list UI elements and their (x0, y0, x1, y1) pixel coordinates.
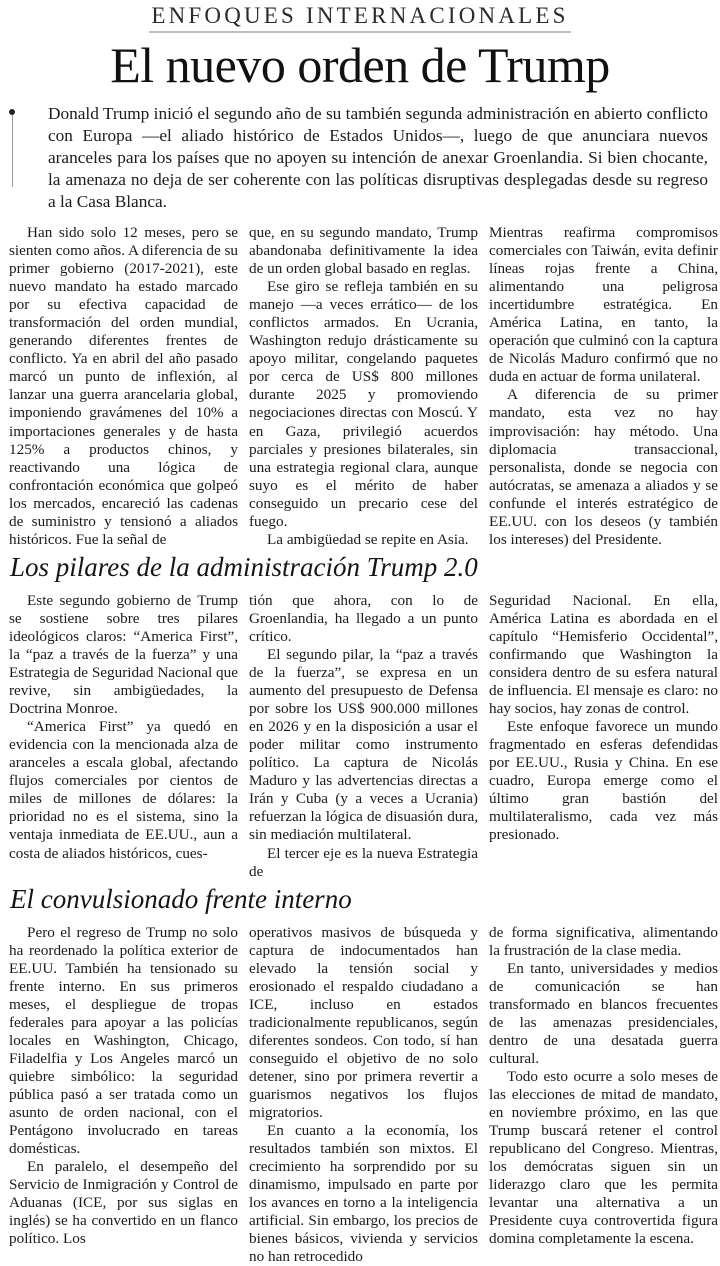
paragraph: El tercer eje es la nueva Estrategia de (249, 844, 478, 880)
lead-bullet-icon (9, 109, 15, 115)
paragraph: Mientras reafirma compromisos comerciales con Taiwán, evita definir líneas rojas frente a China, alimentando una peligrosa incertidumbre estratégica. En América Latina, en tanto, la operación que culminó con la captura de Nicolás Maduro confirmó que no duda en actuar de forma unilateral. (489, 224, 718, 386)
section-heading-domestic: El convulsionado frente interno (10, 883, 352, 914)
paragraph: Este segundo gobierno de Trump se sostiene sobre tres pilares ideológicos claros: “America First”, la “paz a través de la fuerza” y una Estrategia de Seguridad Nacional que revive, sin ambigüedades, la Doctrina Monroe. (9, 591, 238, 718)
column-1 (9, 224, 238, 549)
paragraph: que, en su segundo mandato, Trump abandonaba definitivamente la idea de un orden global basado en reglas. (249, 224, 478, 278)
column-3 (489, 924, 718, 1266)
article-title: El nuevo orden de Trump (110, 37, 610, 93)
paragraph: En paralelo, el desempeño del Servicio de Inmigración y Control de Aduanas (ICE, por sus siglas en inglés) se ha convertido en un flanco político. Los (9, 1158, 238, 1248)
paragraph: tión que ahora, con lo de Groenlandia, ha llegado a un punto crítico. (249, 591, 478, 645)
paragraph: Seguridad Nacional. En ella, América Latina es abordada en el capítulo “Hemisferio Occidental”, confirmando que Washington la considera dentro de su esfera natural de influencia. El mensaje es claro: no hay socios, hay zonas de control. (489, 591, 718, 718)
column-3 (489, 592, 718, 881)
lead-paragraph (12, 103, 708, 213)
paragraph: de forma significativa, alimentando la frustración de la clase media. (489, 923, 718, 959)
column-1 (9, 924, 238, 1266)
paragraph: En cuanto a la economía, los resultados también son mixtos. El crecimiento ha sorprendido por su dinamismo, impulsado en parte por los avances en torno a la inteligencia artificial. Sin embargo, los precios de bienes básicos, vivienda y servicios no han retrocedido (249, 1122, 478, 1266)
section-pillars (9, 591, 718, 881)
paragraph: Ese giro se refleja también en su manejo —a veces errático— de los conflictos armados. En Ucrania, Washington redujo drásticamente su apoyo militar, congelando paquetes por cerca de US$ 800 millones durante 2025 y promoviendo negociaciones directas con Moscú. Y en Gaza, privilegió acuerdos parciales y presiones bilaterales, sin una estrategia regional clara, aunque suyo es el mérito de haber conseguido un precario cese del fuego. (249, 278, 478, 530)
lead-rule (12, 111, 13, 187)
lead-text: Donald Trump inició el segundo año de su también segunda administración en abierto conflicto con Europa —el aliado histórico de Estados Unidos—, luego de que anunciara nuevos aranceles para los países que no apoyen su intención de anexar Groenlandia. Si bien chocante, la amenaza no deja de ser coherente con las políticas disruptivas desplegadas desde su regreso a la Casa Blanca. (48, 104, 708, 211)
section-intro (9, 224, 718, 549)
paragraph: Pero el regreso de Trump no solo ha reordenado la política exterior de EE.UU. También ha tensionado su frente interno. En sus primeros meses, el despliegue de tropas federales para apoyar a las policías locales en Washington, Chicago, Filadelfia y Los Angeles marcó un quiebre simbólico: la seguridad pública pasó a ser tratada como un asunto de orden nacional, con el Pentágono involucrado en tareas domésticas. (9, 923, 238, 1158)
section-heading-pillars: Los pilares de la administración Trump 2.0 (10, 551, 478, 582)
paragraph: “America First” ya quedó en evidencia con la mencionada alza de aranceles a escala global, afectando flujos comerciales por cientos de miles de millones de dólares: la prioridad no es el sistema, sino la ventaja inmediata de EE.UU., aun a costa de aliados históricos, cues- (9, 718, 238, 862)
paragraph: En tanto, universidades y medios de comunicación se han transformado en blancos frecuentes de las amenazas presidenciales, dentro de una desatada guerra cultural. (489, 959, 718, 1067)
section-domestic (9, 923, 718, 1266)
article-header (0, 0, 720, 93)
column-2 (249, 224, 478, 549)
paragraph: Todo esto ocurre a solo meses de las elecciones de mitad de mandato, en noviembre próximo, en las que Trump buscará retener el control republicano del Congreso. Mientras, los demócratas siguen sin un liderazgo claro que les permita levantar una alternativa a un Presidente cuya controvertida figura domina completamente la escena. (489, 1067, 718, 1248)
column-2 (249, 592, 478, 881)
paragraph: El segundo pilar, la “paz a través de la fuerza”, se expresa en un aumento del presupuesto de Defensa por sobre los US$ 900.000 millones en 2026 y en la disposición a usar el poder militar como instrumento político. La captura de Nicolás Maduro y las advertencias directas a Irán y Cuba (y a veces a Ucrania) refuerzan la lógica de disuasión dura, sin mediación multilateral. (249, 645, 478, 844)
column-1 (9, 592, 238, 881)
section-kicker: ENFOQUES INTERNACIONALES (149, 4, 570, 33)
paragraph: operativos masivos de búsqueda y captura de indocumentados han elevado la tensión social y erosionado el respaldo ciudadano a ICE, incluso en estados tradicionalmente republicanos, según diferentes sondeos. Con todo, sí han conseguido el objetivo de no solo detener, sino por primera revertir a guarismos negativos los flujos migratorios. (249, 923, 478, 1122)
paragraph: Este enfoque favorece un mundo fragmentado en esferas defendidas por EE.UU., Rusia y China. En ese cuadro, Europa emerge como el último gran bastión del multilateralismo, cada vez más presionado. (489, 718, 718, 844)
paragraph: La ambigüedad se repite en Asia. (267, 530, 469, 548)
column-3 (489, 224, 718, 549)
paragraph: Han sido solo 12 meses, pero se sienten como años. A diferencia de su primer gobierno (2017-2021), este nuevo mandato ha estado marcado por su efectiva capacidad de transformación del orden mundial, generando diferentes frentes de conflicto. Ya en abril del año pasado marcó un punto de inflexión, al lanzar una guerra arancelaria global, imponiendo gravámenes del 10% a importaciones generales y de hasta 125% a productos chinos, y reactivando una lógica de confrontación económica que golpeó los mercados, encareció las cadenas de suministro y tensionó a aliados históricos. Fue la señal de (9, 224, 239, 548)
paragraph: A diferencia de su primer mandato, esta vez no hay improvisación: hay método. Una diplomacia transaccional, personalista, donde se negocia con autócratas, se amenaza a aliados y se confunde el interés estratégico de EE.UU. con los deseos (y también los intereses) del Presidente. (489, 386, 718, 548)
column-2 (249, 924, 478, 1266)
